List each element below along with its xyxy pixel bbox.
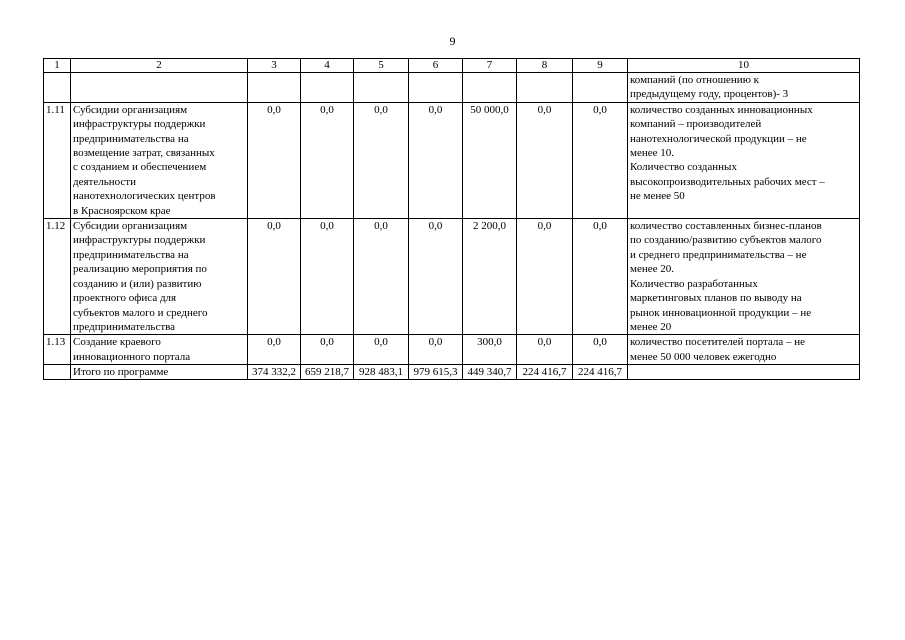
continuation-row <box>44 73 860 103</box>
header-col-10: 10 <box>628 59 860 73</box>
value-cell: 2 200,0 <box>463 219 517 335</box>
value-cell: 0,0 <box>409 219 463 335</box>
total-value: 224 416,7 <box>573 365 628 380</box>
value-cell: 0,0 <box>354 102 409 218</box>
value-cell: 0,0 <box>573 219 628 335</box>
header-col-6: 6 <box>409 59 463 73</box>
header-col-9: 9 <box>573 59 628 73</box>
total-value: 224 416,7 <box>517 365 573 380</box>
row-name: Субсидии организациям инфраструктуры поддержки предпринимательства на реализацию мероприятия по созданию и (или) развитию проектного офиса для субъектов малого и среднего предпринимательства <box>71 219 248 335</box>
row-indicator: количество созданных инновационных компаний – производителей нанотехнологической продукции – не менее 10. Количество созданных высокопроизводительных рабочих мест – не менее 50 <box>628 102 860 218</box>
total-value: 659 218,7 <box>301 365 354 380</box>
row-name: Субсидии организациям инфраструктуры поддержки предпринимательства на возмещение затрат, связанных с созданием и обеспечением деятельности нанотехнологических центров в Красноярском крае <box>71 102 248 218</box>
value-cell: 0,0 <box>517 335 573 365</box>
total-value: 928 483,1 <box>354 365 409 380</box>
value-cell: 0,0 <box>248 102 301 218</box>
value-cell: 0,0 <box>301 335 354 365</box>
header-row <box>44 59 860 73</box>
value-cell: 300,0 <box>463 335 517 365</box>
header-col-4: 4 <box>301 59 354 73</box>
value-cell: 0,0 <box>409 335 463 365</box>
value-cell: 0,0 <box>573 335 628 365</box>
header-col-5: 5 <box>354 59 409 73</box>
value-cell: 0,0 <box>409 102 463 218</box>
header-col-1: 1 <box>44 59 71 73</box>
row-number: 1.12 <box>44 219 71 335</box>
value-cell: 0,0 <box>301 102 354 218</box>
table-row <box>44 102 860 218</box>
value-cell: 0,0 <box>517 102 573 218</box>
program-table <box>43 58 860 380</box>
header-col-3: 3 <box>248 59 301 73</box>
total-label: Итого по программе <box>71 365 248 380</box>
row-number: 1.13 <box>44 335 71 365</box>
row-name: Создание краевого инновационного портала <box>71 335 248 365</box>
value-cell: 0,0 <box>354 219 409 335</box>
header-col-7: 7 <box>463 59 517 73</box>
value-cell: 0,0 <box>301 219 354 335</box>
total-row <box>44 365 860 380</box>
total-value: 449 340,7 <box>463 365 517 380</box>
value-cell: 0,0 <box>354 335 409 365</box>
row-indicator: количество составленных бизнес-планов по созданию/развитию субъектов малого и среднего предпринимательства – не менее 20. Количество разработанных маркетинговых планов по выводу на рынок инновационной продукции – не менее 20 <box>628 219 860 335</box>
row-indicator: количество посетителей портала – не менее 50 000 человек ежегодно <box>628 335 860 365</box>
page-number: 9 <box>449 34 456 48</box>
table-row <box>44 219 860 335</box>
header-col-8: 8 <box>517 59 573 73</box>
total-value: 374 332,2 <box>248 365 301 380</box>
row-number: 1.11 <box>44 102 71 218</box>
value-cell: 0,0 <box>248 219 301 335</box>
continuation-indicator: компаний (по отношению к предыдущему году, процентов)- 3 <box>628 73 860 103</box>
value-cell: 50 000,0 <box>463 102 517 218</box>
value-cell: 0,0 <box>248 335 301 365</box>
value-cell: 0,0 <box>517 219 573 335</box>
total-value: 979 615,3 <box>409 365 463 380</box>
value-cell: 0,0 <box>573 102 628 218</box>
table-row <box>44 335 860 365</box>
header-col-2: 2 <box>71 59 248 73</box>
